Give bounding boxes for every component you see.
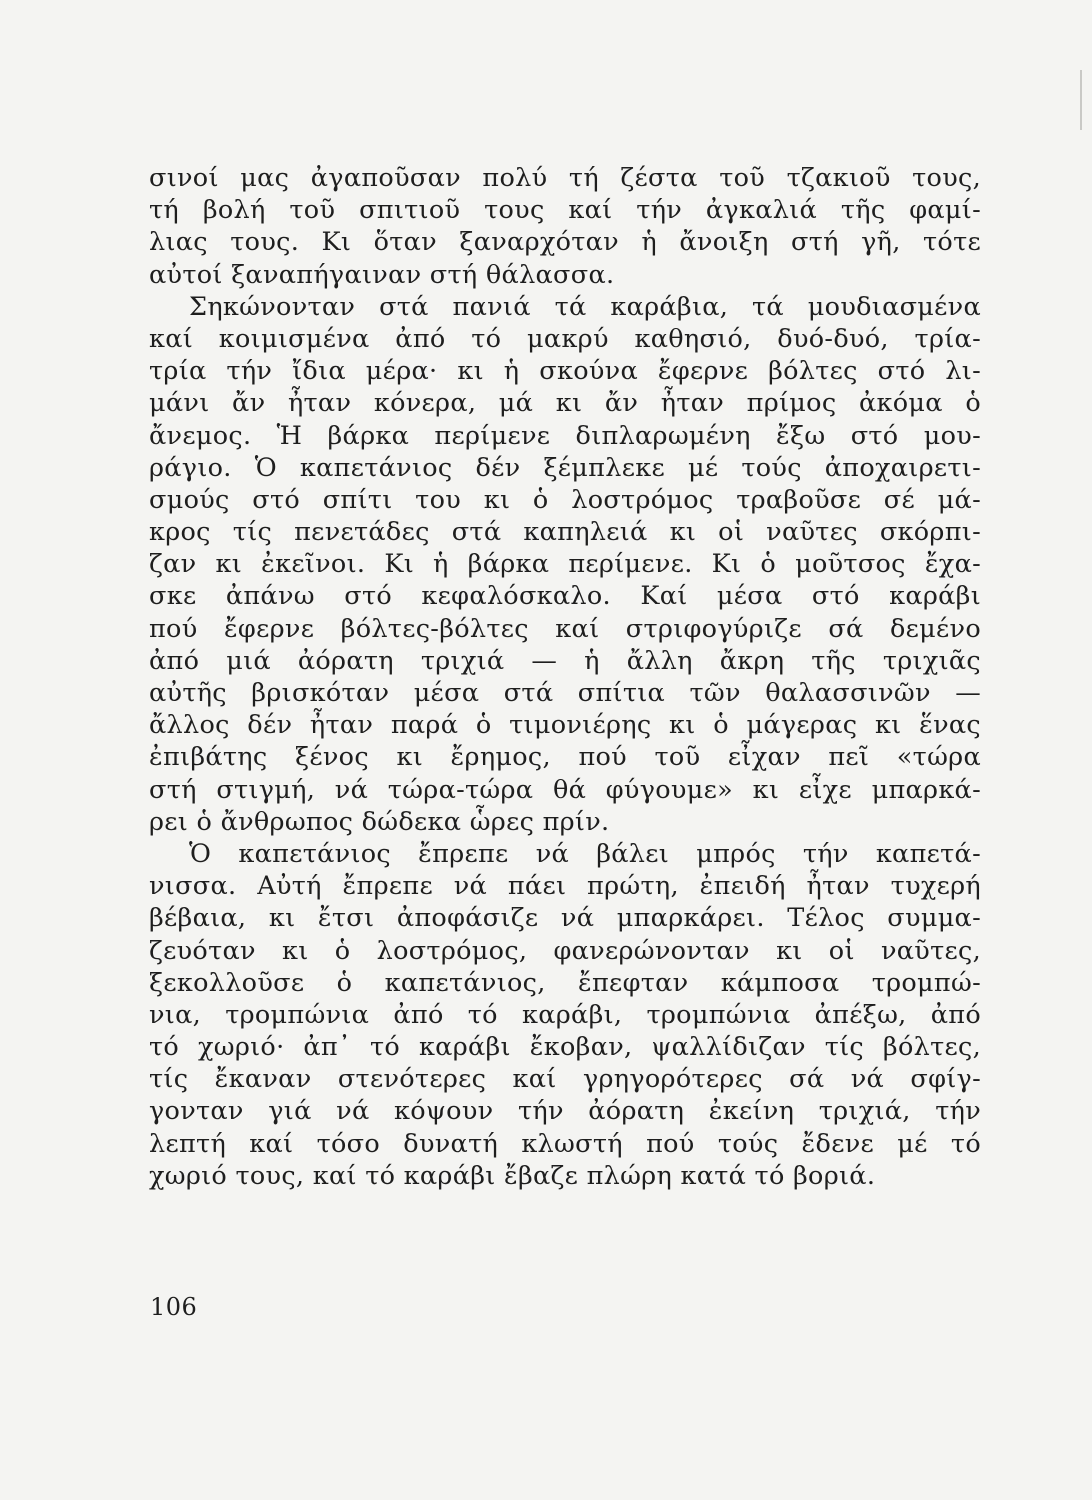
page-edge-shadow bbox=[1080, 70, 1082, 130]
text-line: κρος τίς πενετάδες στά καπηλειά κι οἱ ναῦτες σκόρπι- bbox=[149, 517, 981, 548]
text-line: πού ἔφερνε βόλτες-βόλτες καί στριφογύριζε σά δεμένο bbox=[149, 613, 981, 644]
text-line: τή βολή τοῦ σπιτιοῦ τους καί τήν ἀγκαλιά τῆς φαμί- bbox=[149, 195, 981, 226]
text-line: λεπτή καί τόσο δυνατή κλωστή πού τούς ἔδενε μέ τό bbox=[149, 1128, 981, 1159]
text-line: Ὁ καπετάνιος ἔπρεπε νά βάλει μπρός τήν καπετά- bbox=[189, 838, 981, 869]
text-line: ἐπιβάτης ξένος κι ἔρημος, πού τοῦ εἶχαν πεῖ «τώρα bbox=[149, 742, 981, 773]
text-line: αὐτῆς βρισκόταν μέσα στά σπίτια τῶν θαλασσινῶν — bbox=[149, 678, 981, 708]
text-line: αὐτοί ξαναπήγαιναν στή θάλασσα. bbox=[149, 259, 615, 290]
text-line: σμούς στό σπίτι του κι ὁ λοστρόμος τραβοῦσε σέ μά- bbox=[149, 484, 981, 515]
text-line: ξεκολλοῦσε ὁ καπετάνιος, ἔπεφταν κάμποσα τρομπώ- bbox=[149, 967, 981, 998]
text-line: ἄνεμος. Ἡ βάρκα περίμενε διπλαρωμένη ἔξω στό μου- bbox=[149, 420, 981, 451]
text-line: ζαν κι ἐκεῖνοι. Κι ἡ βάρκα περίμενε. Κι ὁ μοῦτσος ἔχα- bbox=[149, 549, 981, 580]
text-line: λιας τους. Κι ὅταν ξαναρχόταν ἡ ἄνοιξη στή γῆ, τότε bbox=[149, 227, 981, 258]
text-line: στή στιγμή, νά τώρα-τώρα θά φύγουμε» κι εἶχε μπαρκά- bbox=[149, 774, 981, 805]
text-line: γονταν γιά νά κόψουν τήν ἀόρατη ἐκείνη τριχιά, τήν bbox=[149, 1096, 981, 1127]
text-line: σινοί μας ἀγαποῦσαν πολύ τή ζέστα τοῦ τζακιοῦ τους, bbox=[149, 163, 981, 193]
text-line: τρία τήν ἴδια μέρα· κι ἡ σκούνα ἔφερνε βόλτες στό λι- bbox=[149, 356, 981, 387]
body-text bbox=[149, 162, 981, 1192]
text-line: ρει ὁ ἄνθρωπος δώδεκα ὧρες πρίν. bbox=[149, 806, 610, 837]
text-line: ζευόταν κι ὁ λοστρόμος, φανερώνονταν κι οἱ ναῦτες, bbox=[149, 935, 981, 966]
text-line: ράγιο. Ὁ καπετάνιος δέν ξέμπλεκε μέ τούς ἀποχαιρετι- bbox=[149, 452, 981, 483]
page-number: 106 bbox=[150, 1293, 198, 1321]
text-line: τό χωριό· ἀπ᾽ τό καράβι ἔκοβαν, ψαλλίδιζαν τίς βόλτες, bbox=[149, 1032, 981, 1063]
text-line: χωριό τους, καί τό καράβι ἔβαζε πλώρη κατά τό βοριά. bbox=[149, 1160, 876, 1191]
text-line: μάνι ἄν ἦταν κόνερα, μά κι ἄν ἦταν πρίμος ἀκόμα ὁ bbox=[149, 388, 981, 419]
text-line: βέβαια, κι ἔτσι ἀποφάσιζε νά μπαρκάρει. Τέλος συμμα- bbox=[149, 903, 981, 934]
text-line: νια, τρομπώνια ἀπό τό καράβι, τρομπώνια ἀπέξω, ἀπό bbox=[149, 999, 981, 1030]
text-line: νισσα. Αὐτή ἔπρεπε νά πάει πρώτη, ἐπειδή ἦταν τυχερή bbox=[149, 871, 981, 902]
text-line: καί κοιμισμένα ἀπό τό μακρύ καθησιό, δυό-δυό, τρία- bbox=[149, 323, 981, 354]
text-line: ἄλλος δέν ἦταν παρά ὁ τιμονιέρης κι ὁ μάγερας κι ἕνας bbox=[149, 710, 981, 741]
text-line: σκε ἀπάνω στό κεφαλόσκαλο. Καί μέσα στό καράβι bbox=[149, 581, 981, 612]
text-line: τίς ἔκαναν στενότερες καί γρηγορότερες σά νά σφίγ- bbox=[149, 1064, 981, 1095]
text-line: Σηκώνονταν στά πανιά τά καράβια, τά μουδιασμένα bbox=[189, 291, 981, 322]
text-line: ἀπό μιά ἀόρατη τριχιά — ἡ ἄλλη ἄκρη τῆς τριχιᾶς bbox=[149, 645, 981, 676]
